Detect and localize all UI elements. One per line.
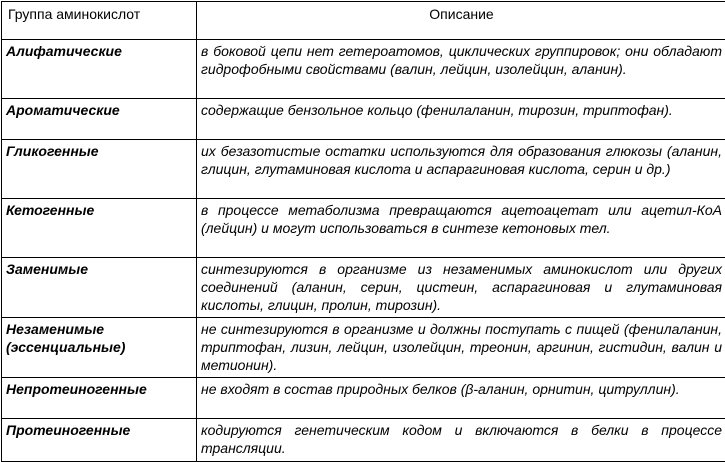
table-row: [2, 99, 725, 140]
row-group-cell: Заменимые: [2, 258, 197, 318]
header-description: Описание: [197, 2, 725, 40]
row-description-cell: содержащие бензольное кольцо (фенилаланин, тирозин, триптофан).: [197, 99, 725, 140]
table-row: [2, 40, 725, 99]
header-group: Группа аминокислот: [2, 2, 197, 40]
table-header-row: [2, 2, 725, 40]
table-row: [2, 199, 725, 258]
row-group-cell: Протеиногенные: [2, 419, 197, 462]
row-description-cell: кодируются генетическим кодом и включаются в белки в процессе трансляции.: [197, 419, 725, 462]
table-row: [2, 258, 725, 318]
table-row: [2, 419, 725, 462]
row-group-cell: Алифатические: [2, 40, 197, 99]
row-description-cell: в боковой цепи нет гетероатомов, циклических группировок; они обладают гидрофобными свойствами (валин, лейцин, изолейцин, аланин).: [197, 40, 725, 99]
row-group-cell: Незаменимые (эссенциальные): [2, 318, 197, 378]
amino-acid-groups-table: [1, 1, 725, 462]
table-row: [2, 378, 725, 419]
row-description-cell: в процессе метаболизма превращаются ацетоацетат или ацетил-КоА (лейцин) и могут использоваться в синтезе кетоновых тел.: [197, 199, 725, 258]
row-description-cell: не входят в состав природных белков (β-аланин, орнитин, цитруллин).: [197, 378, 725, 419]
row-description-cell: не синтезируются в организме и должны поступать с пищей (фенилаланин, триптофан, лизин, лейцин, изолейцин, треонин, аргинин, гистидин, валин и метионин).: [197, 318, 725, 378]
row-description-cell: синтезируются в организме из незаменимых аминокислот или других соединений (аланин, серин, цистеин, аспарагиновая и глутаминовая кислоты, глицин, пролин, тирозин).: [197, 258, 725, 318]
row-description-cell: их безазотистые остатки используются для образования глюкозы (аланин, глицин, глутаминовая кислота и аспарагиновая кислота, серин и др.): [197, 140, 725, 199]
row-group-cell: Ароматические: [2, 99, 197, 140]
row-group-cell: Гликогенные: [2, 140, 197, 199]
row-group-cell: Непротеиногенные: [2, 378, 197, 419]
table-row: [2, 318, 725, 378]
table-row: [2, 140, 725, 199]
row-group-cell: Кетогенные: [2, 199, 197, 258]
